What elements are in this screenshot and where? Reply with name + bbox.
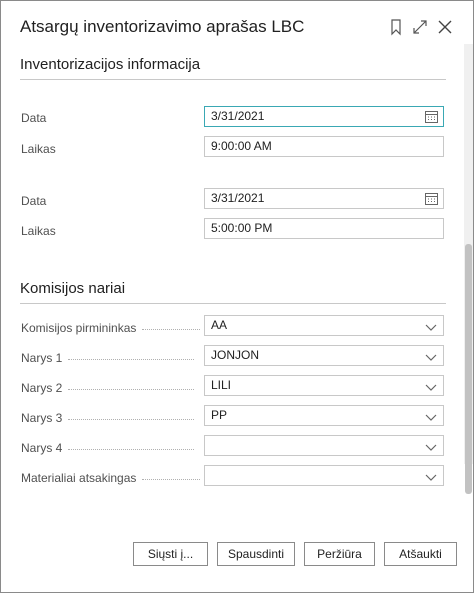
commission-chair-value: AA [211,318,228,332]
section-inventory-info[interactable]: Inventorizacijos informacija [20,56,446,80]
scrollbar-track[interactable] [464,44,473,464]
end-time-label: Laikas [21,224,56,238]
dialog-footer [1,530,473,592]
responsible-label: Materialiai atsakingas [21,471,201,485]
end-date-label: Data [21,194,47,208]
chevron-down-icon [425,470,437,482]
send-to-button[interactable]: Siųsti į... [133,542,208,566]
section-commission[interactable]: Komisijos nariai [20,280,446,304]
start-date-field[interactable] [204,106,444,127]
end-time-field[interactable] [204,218,444,239]
member1-label: Narys 1 [21,351,201,365]
member2-value: LILI [211,378,232,392]
start-time-label: Laikas [21,142,56,156]
start-date-value: 3/31/2021 [211,109,265,123]
scrollbar-thumb[interactable] [465,244,472,494]
member4-select[interactable] [204,435,444,456]
commission-chair-select[interactable] [204,315,444,336]
preview-button[interactable]: Peržiūra [304,542,375,566]
chevron-down-icon [425,410,437,422]
responsible-select[interactable] [204,465,444,486]
member4-label: Narys 4 [21,441,201,455]
member3-label: Narys 3 [21,411,201,425]
dialog-title: Atsargų inventorizavimo aprašas LBC [20,17,305,36]
member2-select[interactable] [204,375,444,396]
bookmark-icon[interactable] [387,18,405,36]
member3-select[interactable] [204,405,444,426]
end-date-value: 3/31/2021 [211,191,265,205]
calendar-icon[interactable] [424,109,439,124]
close-icon[interactable] [436,18,454,36]
start-time-field[interactable] [204,136,444,157]
start-date-label: Data [21,111,47,125]
end-date-field[interactable] [204,188,444,209]
member1-value: JONJON [211,348,259,362]
start-time-value: 9:00:00 AM [211,139,272,153]
commission-chair-label: Komisijos pirmininkas [21,321,201,335]
print-button[interactable]: Spausdinti [217,542,295,566]
chevron-down-icon [425,350,437,362]
chevron-down-icon [425,380,437,392]
member1-select[interactable] [204,345,444,366]
cancel-button[interactable]: Atšaukti [384,542,457,566]
calendar-icon[interactable] [424,191,439,206]
chevron-down-icon [425,320,437,332]
member2-label: Narys 2 [21,381,201,395]
chevron-down-icon [425,440,437,452]
member3-value: PP [211,408,228,422]
expand-icon[interactable] [411,18,429,36]
end-time-value: 5:00:00 PM [211,221,273,235]
